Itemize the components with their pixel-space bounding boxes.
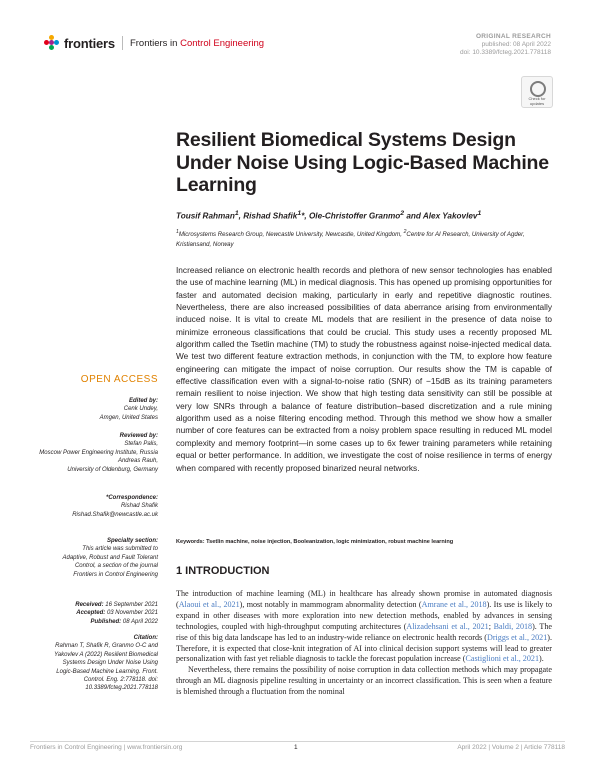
edited-by	[18, 397, 158, 422]
brand-name: frontiers	[64, 35, 115, 51]
keywords	[176, 539, 556, 545]
editor-affiliation: Amgen, United States	[99, 414, 158, 421]
footer-divider	[30, 741, 565, 742]
citation-text: Rahman T, Shafik R, Granmo O-C and Yakovlev A (2022) Resilient Biomedical Systems Design Under Noise Using Logic-Based Machine Learning. Front. Control. Eng. 2:778118. doi: 10.3389/fcteg.2021.778118	[54, 643, 158, 692]
citation-link[interactable]: Alizadehsani et al., 2021	[406, 621, 489, 631]
text-run: ). The rise of this big data landscape has led to an industry-wide reliance on electronic health records (	[176, 621, 552, 642]
published-label: Published:	[90, 618, 122, 625]
affil-number: 2	[403, 229, 407, 235]
journal-prefix: Frontiers in	[129, 37, 181, 49]
open-access-label: OPEN ACCESS	[80, 374, 158, 385]
corresponding-mark: *	[301, 211, 305, 221]
citation	[18, 634, 158, 693]
logo-divider	[122, 36, 123, 50]
received-date: 16 September 2021	[105, 602, 158, 608]
journal-title	[130, 38, 264, 49]
accepted-label: Accepted:	[76, 610, 106, 617]
published-date: published: 08 April 2022	[481, 41, 551, 48]
citation-label: Citation:	[133, 635, 158, 641]
reviewed-by-label: Reviewed by:	[119, 433, 158, 439]
reviewer-affiliation: Moscow Power Engineering Institute, Russia	[39, 449, 158, 456]
specialty-label: Specialty section:	[106, 538, 158, 544]
reviewer-name: Stefan Palis,	[124, 441, 158, 448]
author-name[interactable]: Tousif Rahman	[176, 211, 235, 221]
text-run: ), most notably in mammogram abnormality detection (	[239, 599, 422, 609]
journal-name: Control Engineering	[180, 37, 265, 49]
text-run: ). Its use is likely to expand in other diseases with more exploration into new detection methods, enabled by advances in sensing technologies, coupled with high-throughput computing architectures (	[176, 599, 552, 631]
text-run: ).	[539, 654, 544, 664]
affil-number: 1	[176, 229, 179, 235]
keywords-text: Tsetlin machine, noise injection, Booleanization, logic minimization, robust machine learning	[206, 539, 454, 545]
frontiers-dots-icon	[44, 35, 60, 51]
footer-issue: April 2022 | Volume 2 | Article 778118	[457, 744, 565, 751]
article-type: ORIGINAL RESEARCH	[475, 33, 551, 40]
check-updates-icon	[530, 81, 546, 97]
received-label: Received:	[75, 602, 104, 608]
footer-journal[interactable]: Frontiers in Control Engineering | www.frontiersin.org	[30, 744, 183, 751]
correspondence-label: *Correspondence:	[105, 495, 158, 501]
citation-link[interactable]: Alaoui et al., 2021	[178, 599, 240, 609]
author-name[interactable]: Alex Yakovlev	[422, 211, 478, 221]
affiliation-text: Centre for AI Research, University of Agder, Kristiansand, Norway	[176, 231, 525, 248]
frontiers-logo[interactable]	[44, 35, 264, 51]
author-affil-mark: 1	[477, 210, 482, 217]
author-list: Tousif Rahman$^1$, Rishad Shafik$^1$*, Ole-Christoffer Granmo$^2$ and Alex Yakovlev$^1$	[176, 210, 482, 221]
citation-link[interactable]: Driggs et al., 2021	[487, 632, 548, 642]
correspondence-name: Rishad Shafik	[120, 503, 158, 510]
paragraph	[176, 589, 552, 665]
reviewed-by	[18, 432, 158, 474]
correspondence-email[interactable]: Rishad.Shafik@newcastle.ac.uk	[72, 511, 158, 518]
author-name[interactable]: Ole-Christoffer Granmo	[308, 211, 401, 221]
specialty-text: This article was submitted to Adaptive, Robust and Fault Tolerant Control, a section of the journal Frontiers in Control Engineering	[62, 546, 158, 578]
author-name[interactable]: Rishad Shafik	[243, 211, 298, 221]
text-run: ). Therefore, it is expected that close-knit integration of AI into clinical decision support systems will lead to greater personalization with fast yet reliable diagnosis to tackle the forecast population increase (	[176, 632, 552, 664]
article-dates	[18, 601, 158, 626]
badge-label: Check for updates	[528, 96, 546, 106]
affiliations	[176, 228, 556, 249]
citation-link[interactable]: Baldi, 2018	[493, 621, 533, 631]
specialty-section	[18, 537, 158, 579]
article-title: Resilient Biomedical Systems Design Under Noise Using Logic-Based Machine Learning	[176, 129, 549, 196]
author-affil-mark: 1	[234, 210, 239, 217]
editor-name: Cenk Undey,	[123, 406, 158, 413]
introduction-body	[176, 589, 552, 698]
abstract: Increased reliance on electronic health records and plethora of new sensor technologies has enabled the use of machine learning (ML) in medical diagnosis. This has opened up promising opportunities for faster and automated decision making, particularly in early and repetitive diagnostic routines. Nevertheless, there are also increased possibilities of data aberrance arising from environmentally induced noise. It is vital to create ML models that are resilient in the presence of data noise to minimize erroneous classifications that could be crucial. This study uses a recently proposed ML algorithm called the Tsetlin machine (TM) to study the robustness against noise-injected medical data. We test two different feature extraction methods, in conjunction with the TM, to explore how feature engineering can mitigate the impact of noise corruption. Our results show the TM is capable of effective classification even with a signal-to-noise ratio (SNR) of −15dB as its training parameters remain resilient to noise injection. We show that high testing data sensitivity can still be possible at very low SNRs through a balance of feature distribution–based discretization and a rule mining algorithm used as a noise filtering encoding method. Through this method we show how a smaller number of core features can be extracted from a noisy problem space resulting in reduced ML model complexity and memory footprint—in some cases up to 6x fewer training parameters while retaining equal or better performance. In addition, we investigate the cost of noise resilience in terms of energy when compared with recently proposed binarized neural networks.	[176, 265, 552, 473]
keywords-label: Keywords:	[176, 539, 205, 545]
text-run: The introduction of machine learning (ML) in healthcare has already shown promise in automated diagnosis (	[176, 589, 552, 609]
edited-by-label: Edited by:	[128, 398, 158, 404]
affiliation-text: Microsystems Research Group, Newcastle University, Newcastle, United Kingdom,	[178, 231, 404, 239]
reviewer-name: Andreas Rauh,	[117, 458, 158, 465]
author-affil-mark: 1	[297, 210, 302, 217]
article-doi[interactable]: doi: 10.3389/fcteg.2021.778118	[460, 49, 551, 56]
section-heading: 1 INTRODUCTION	[176, 565, 270, 577]
text-run: ;	[488, 621, 494, 631]
citation-link[interactable]: Castiglioni et al., 2021	[465, 654, 539, 664]
reviewer-affiliation: University of Oldenburg, Germany	[67, 466, 158, 473]
citation-link[interactable]: Amrane et al., 2018	[421, 599, 487, 609]
article-meta	[460, 33, 551, 56]
paragraph: Nevertheless, there remains the possibility of noise corruption in data collection methods which may propagate through an ML diagnosis pipeline resulting in uncertainty or an incorrect classification. This is seen when a feature is blemished through a fluctuation from the nominal	[176, 665, 552, 697]
check-for-updates-badge[interactable]	[521, 76, 553, 108]
accepted-date: 03 November 2021	[106, 610, 158, 617]
published-date-side: 08 April 2022	[122, 618, 158, 625]
page-number: 1	[294, 744, 298, 751]
author-affil-mark: 2	[400, 210, 405, 217]
correspondence	[18, 494, 158, 519]
